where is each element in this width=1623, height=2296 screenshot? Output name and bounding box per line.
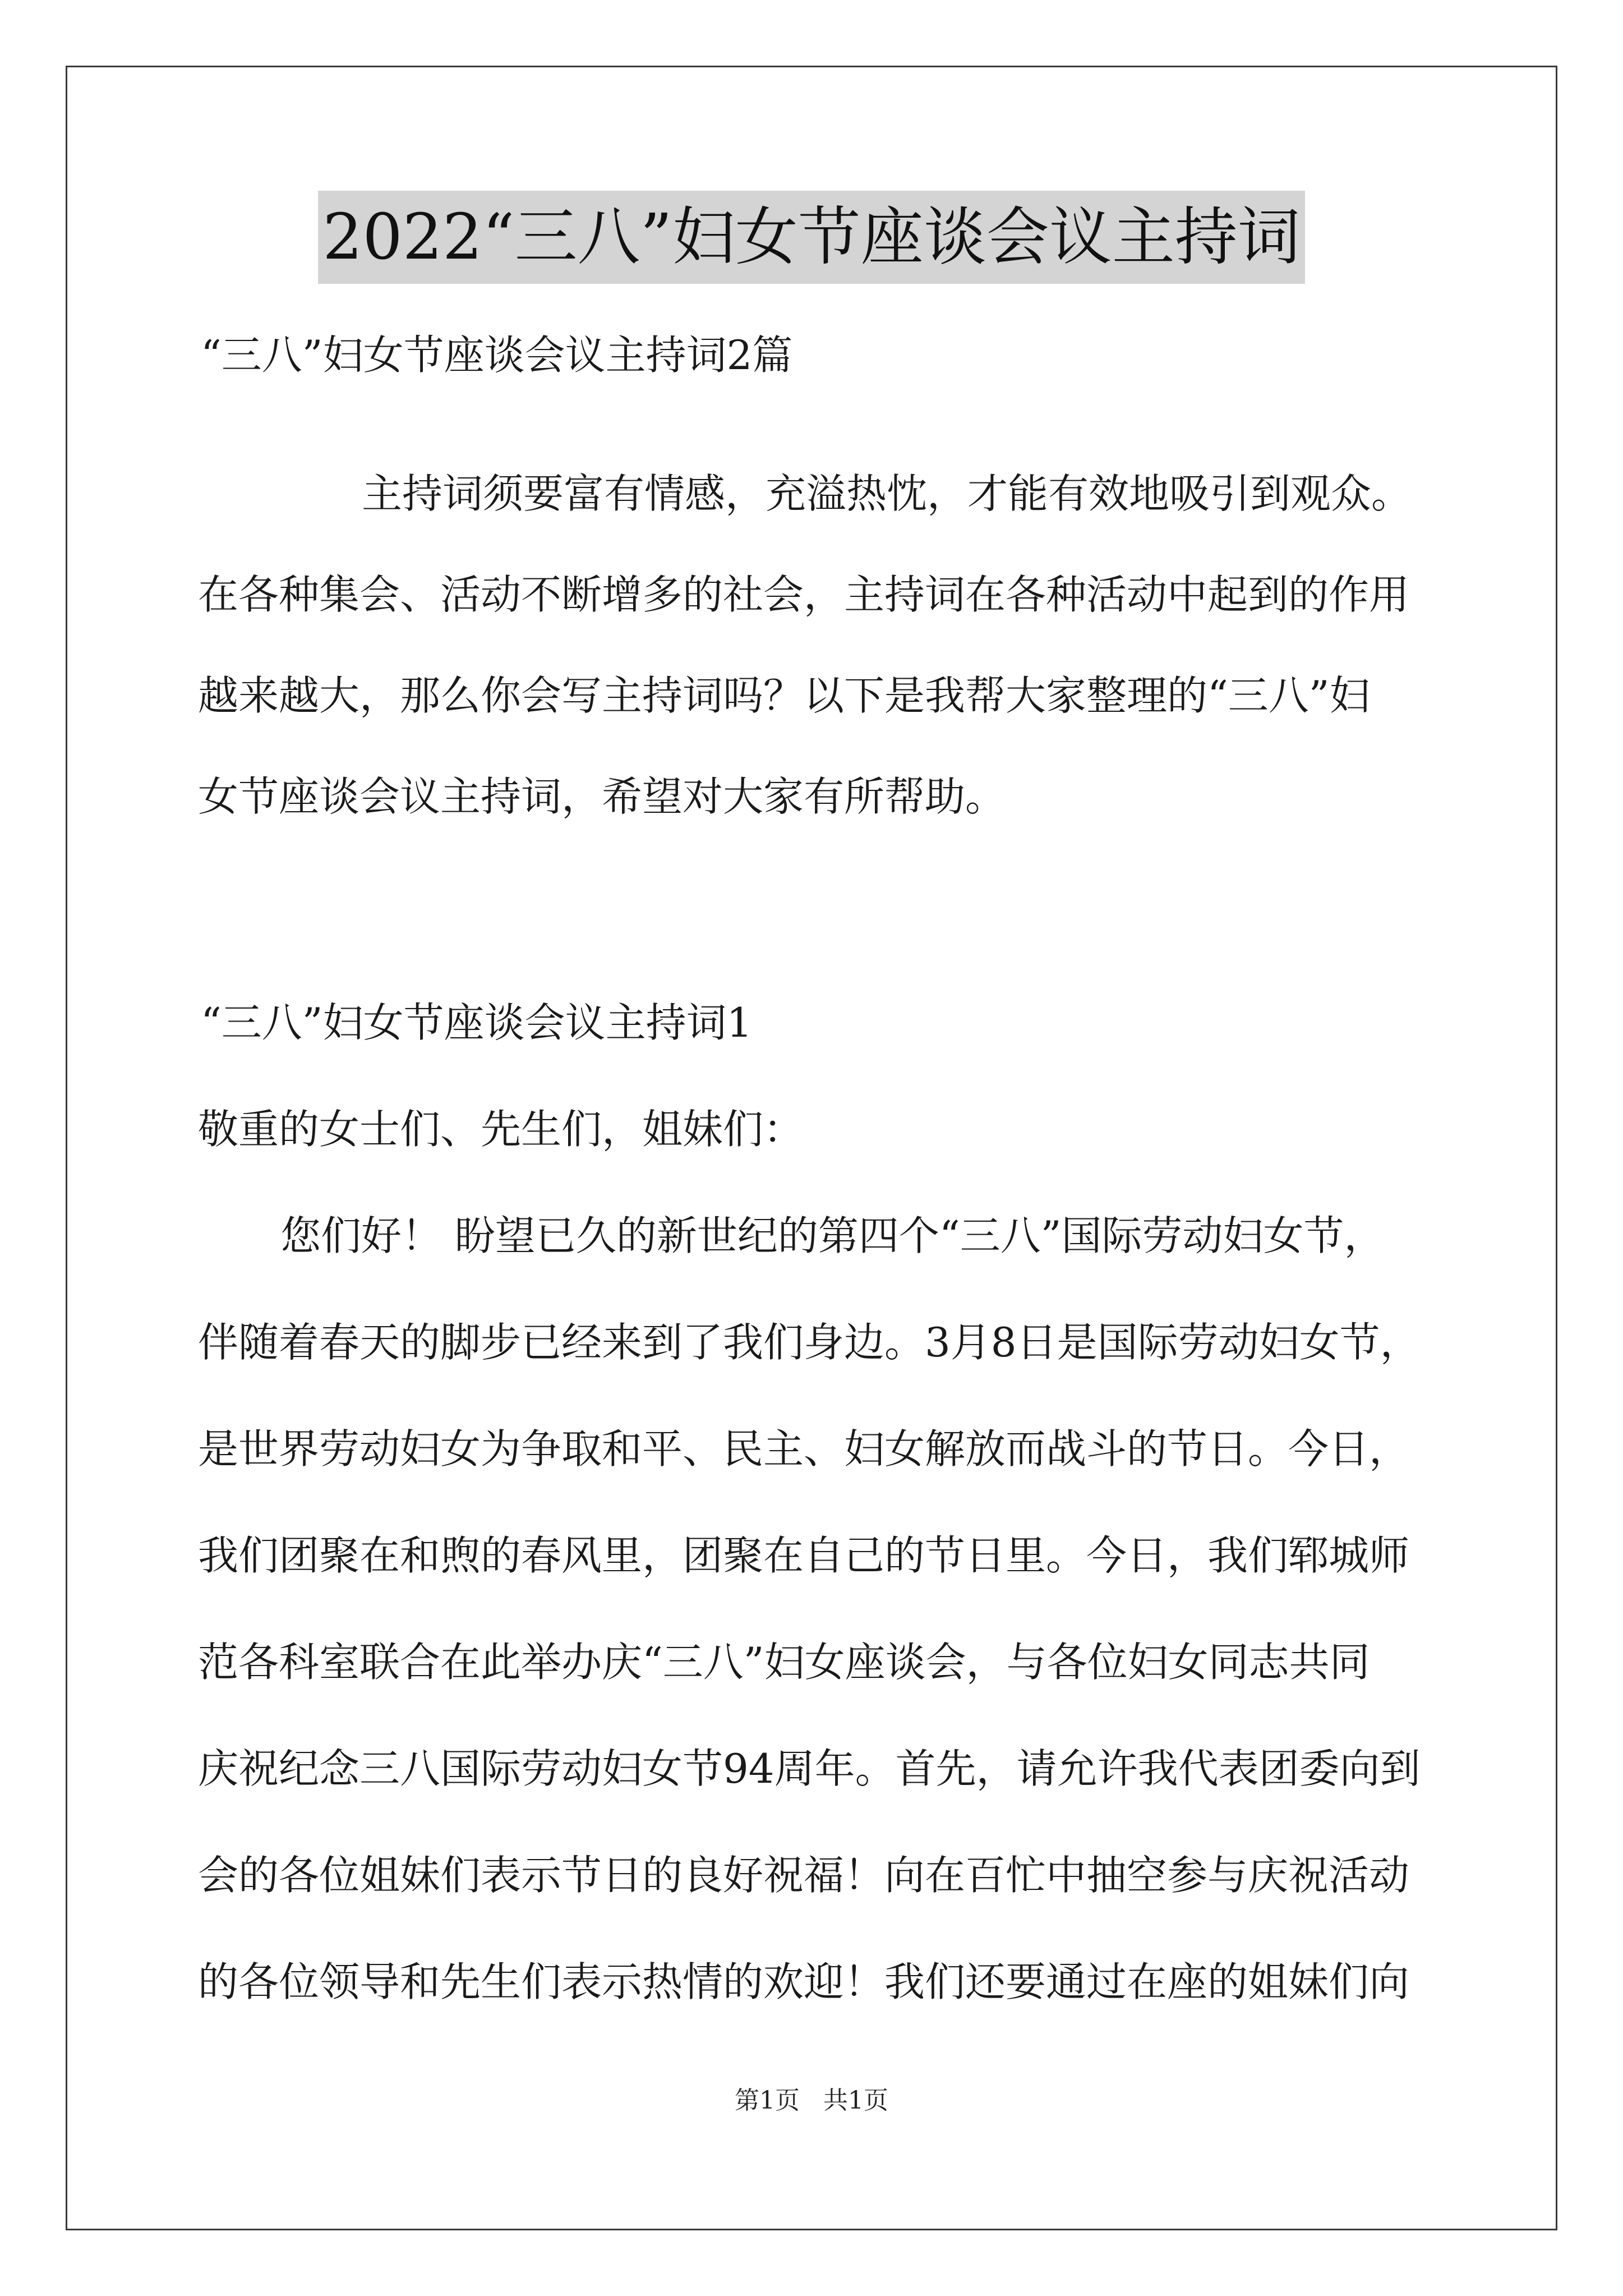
page-number: 第1页 [735,2086,800,2115]
intro-line-4: 女节座谈会议主持词，希望对大家有所帮助。 [198,773,1006,820]
title-container [0,191,1623,284]
body-line-5: 范各科室联合在此举办庆“三八”妇女座谈会，与各位妇女同志共同 [198,1639,1370,1686]
body-line-3: 是世界劳动妇女为争取和平、民主、妇女解放而战斗的节日。今日， [198,1425,1410,1473]
page-total: 共1页 [823,2086,888,2115]
body-line-7: 会的各位姐妹们表示节日的良好祝福！向在百忙中抽空参与庆祝活动 [198,1852,1410,1899]
body-line-8: 的各位领导和先生们表示热情的欢迎！我们还要通过在座的姐妹们向 [198,1958,1410,2005]
document-title: 2022“三八”妇女节座谈会议主持词 [318,191,1305,284]
intro-line-1: 主持词须要富有情感，充溢热忱，才能有效地吸引到观众。 [362,470,1412,517]
body-line-4: 我们团聚在和煦的春风里，团聚在自己的节日里。今日，我们郓城师 [198,1532,1410,1579]
intro-line-3: 越来越大，那么你会写主持词吗？以下是我帮大家整理的“三八”妇 [198,672,1370,719]
body-line-1: 您们好！ 盼望已久的新世纪的第四个“三八”国际劳动妇女节， [280,1212,1385,1259]
subtitle: “三八”妇女节座谈会议主持词2篇 [201,332,793,379]
intro-line-2: 在各种集会、活动不断增多的社会，主持词在各种活动中起到的作用 [198,571,1410,618]
salutation: 敬重的女士们、先生们，姐妹们： [198,1106,804,1153]
body-line-6: 庆祝纪念三八国际劳动妇女节94周年。首先，请允许我代表团委向到 [198,1745,1421,1792]
section-heading: “三八”妇女节座谈会议主持词1 [201,999,753,1046]
page-footer [0,2084,1623,2118]
body-line-2: 伴随着春天的脚步已经来到了我们身边。3月8日是国际劳动妇女节， [198,1319,1421,1366]
